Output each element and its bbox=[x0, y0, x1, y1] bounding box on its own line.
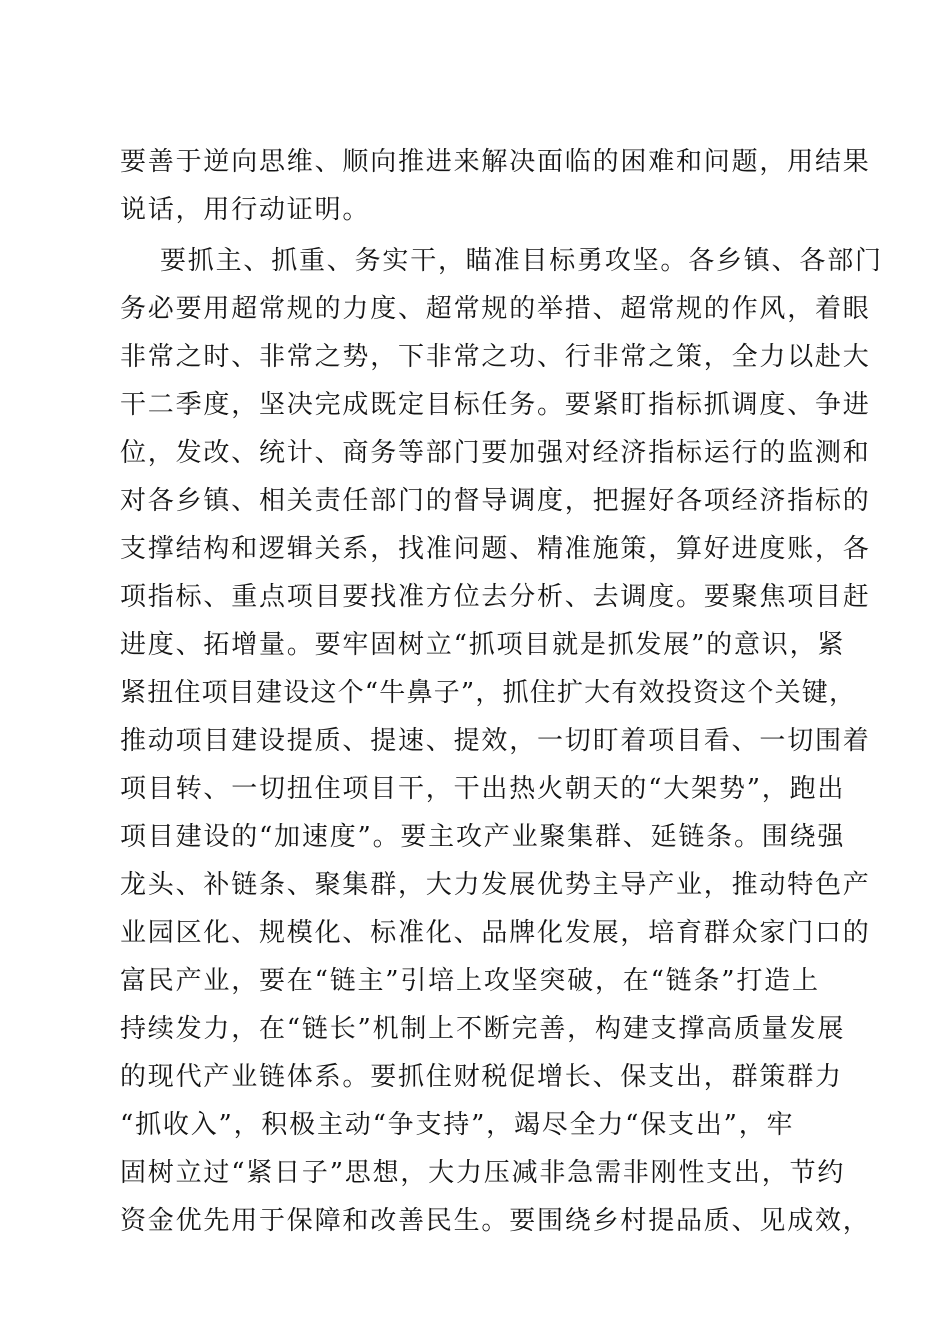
text-line: 紧扭住项目建设这个“牛鼻子”，抓住扩大有效投资这个关键， bbox=[120, 678, 857, 708]
text-line: 支撑结构和逻辑关系，找准问题、精准施策，算好进度账，各 bbox=[120, 534, 871, 564]
text-line: 富民产业，要在“链主”引培上攻坚突破，在“链条”打造上 bbox=[120, 966, 820, 996]
text-line: 龙头、补链条、聚集群，大力发展优势主导产业，推动特色产 bbox=[120, 870, 871, 900]
text-line: 项指标、重点项目要找准方位去分析、去调度。要聚焦项目赶 bbox=[120, 582, 871, 612]
paragraph-start-line: 要抓主、抓重、务实干，瞄准目标勇攻坚。各乡镇、各部门 bbox=[160, 246, 883, 276]
text-line: 说话，用行动证明。 bbox=[120, 195, 371, 225]
text-line: 项目转、一切扭住项目干，干出热火朝天的“大架势”，跑出 bbox=[120, 774, 846, 804]
text-line: 的现代产业链体系。要抓住财税促增长、保支出，群策群力 bbox=[120, 1062, 843, 1092]
text-line: 资金优先用于保障和改善民生。要围绕乡村提品质、见成效， bbox=[120, 1206, 871, 1236]
text-line: 务必要用超常规的力度、超常规的举措、超常规的作风，着眼 bbox=[120, 294, 871, 324]
text-line: 业园区化、规模化、标准化、品牌化发展，培育群众家门口的 bbox=[120, 918, 871, 948]
text-line: 干二季度，坚决完成既定目标任务。要紧盯指标抓调度、争进 bbox=[120, 390, 871, 420]
text-line: 固树立过“紧日子”思想，大力压减非急需非刚性支出，节约 bbox=[120, 1158, 846, 1188]
text-line: 推动项目建设提质、提速、提效，一切盯着项目看、一切围着 bbox=[120, 726, 871, 756]
text-line: 位，发改、统计、商务等部门要加强对经济指标运行的监测和 bbox=[120, 438, 871, 468]
text-line: 非常之时、非常之势，下非常之功、行非常之策，全力以赴大 bbox=[120, 342, 871, 372]
text-line: 持续发力，在“链长”机制上不断完善，构建支撑高质量发展 bbox=[120, 1014, 846, 1044]
text-line: 进度、拓增量。要牢固树立“抓项目就是抓发展”的意识，紧 bbox=[120, 630, 846, 660]
text-line: 项目建设的“加速度”。要主攻产业聚集群、延链条。围绕强 bbox=[120, 822, 846, 852]
text-line: 对各乡镇、相关责任部门的督导调度，把握好各项经济指标的 bbox=[120, 486, 871, 516]
text-line: “抓收入”，积极主动“争支持”，竭尽全力“保支出”，牢 bbox=[120, 1110, 795, 1140]
text-line: 要善于逆向思维、顺向推进来解决面临的困难和问题，用结果 bbox=[120, 147, 871, 177]
